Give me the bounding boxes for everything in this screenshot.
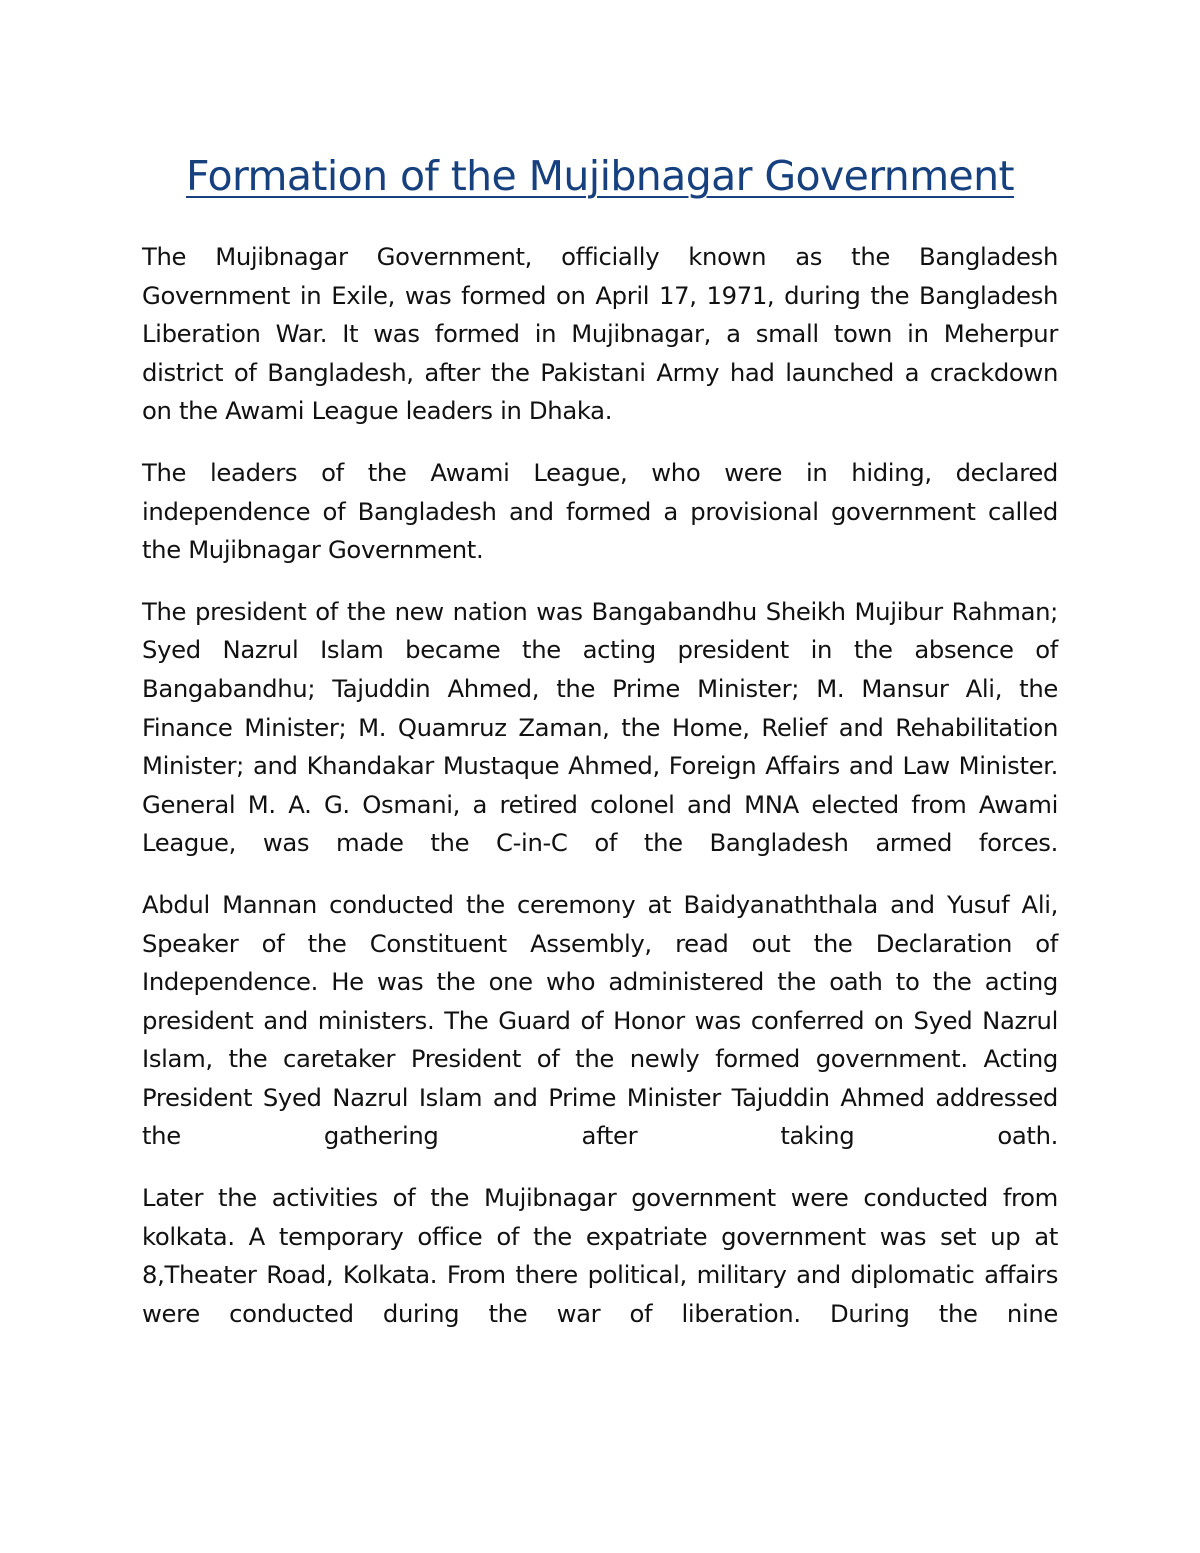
document-title: Formation of the Mujibnagar Government xyxy=(185,152,1015,200)
paragraph-kolkata-office: Later the activities of the Mujibnagar government were conducted from kolkata. A temporary office of the expatriate government was set up at 8,Theater Road, Kolkata. From there political, military and diplomatic affairs were conducted during the war of liberation. During the nine xyxy=(142,1183,1058,1328)
paragraph-declaration: The leaders of the Awami League, who were in hiding, declared independence of Bangladesh and formed a provisional government called the Mujibnagar Government. xyxy=(142,457,1058,565)
paragraph-ceremony: Abdul Mannan conducted the ceremony at Baidyanaththala and Yusuf Ali, Speaker of the Constituent Assembly, read out the Declaration of Independence. He was the one who administered the oath to the acting president and ministers. The Guard of Honor was conferred on Syed Nazrul Islam, the caretaker President of the newly formed government. Acting President Syed Nazrul Islam and Prime Minister Tajuddin Ahmed addressed the gathering after taking oath. xyxy=(142,889,1058,1151)
paragraph-cabinet: The president of the new nation was Bangabandhu Sheikh Mujibur Rahman; Syed Nazrul Islam became the acting president in the absence of Bangabandhu; Tajuddin Ahmed, the Prime Minister; M. Mansur Ali, the Finance Minister; M. Quamruz Zaman, the Home, Relief and Rehabilitation Minister; and Khandakar Mustaque Ahmed, Foreign Affairs and Law Minister. General M. A. G. Osmani, a retired colonel and MNA elected from Awami League, was made the C-in-C of the Bangladesh armed forces. xyxy=(142,596,1058,858)
paragraph-formation: The Mujibnagar Government, officially known as the Bangladesh Government in Exile, was formed on April 17, 1971, during the Bangladesh Liberation War. It was formed in Mujibnagar, a small town in Meherpur district of Bangladesh, after the Pakistani Army had launched a crackdown on the Awami League leaders in Dhaka. xyxy=(142,242,1058,426)
